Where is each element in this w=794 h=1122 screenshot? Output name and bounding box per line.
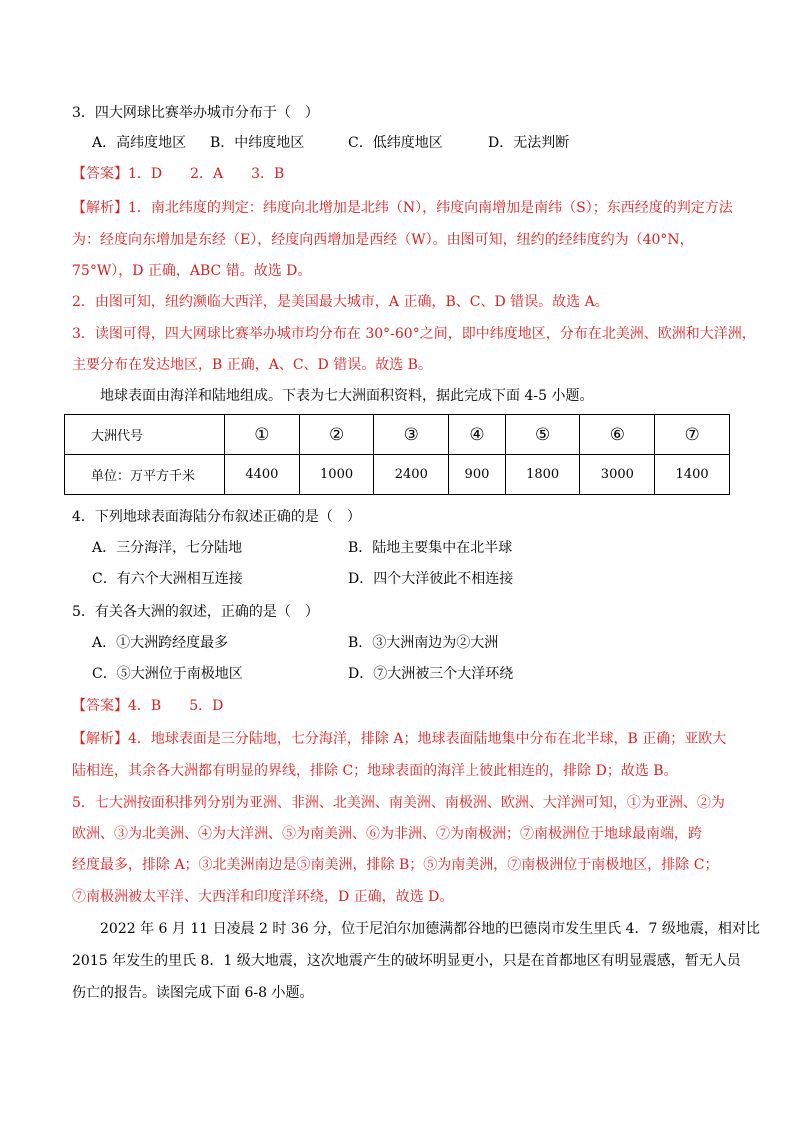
value-cell: 1000	[299, 455, 374, 495]
code-cell: ⑤	[505, 415, 580, 455]
value-cell: 1800	[505, 455, 580, 495]
row-label-units: 单位：万平方千米	[65, 455, 225, 495]
q3-stem: 3．四大网球比赛举办城市分布于（ ）	[72, 105, 319, 121]
q4-option-c: C．有六个大洲相互连接	[92, 571, 243, 587]
analysis2-line5: 经度最多，排除 A；③北美洲南边是⑤南美洲，排除 B；⑤为南美洲，⑦南极洲位于南极地区，排除 C；	[72, 857, 719, 873]
q3-option-b: B．中纬度地区	[210, 135, 305, 151]
q3-option-a: A．高纬度地区	[92, 135, 187, 151]
q4-stem: 4．下列地球表面海陆分布叙述正确的是（ ）	[72, 509, 361, 525]
q4-option-d: D．四个大洋彼此不相连接	[348, 571, 514, 587]
continent-area-table	[64, 414, 730, 495]
code-cell: ⑦	[655, 415, 730, 455]
value-cell: 4400	[225, 455, 300, 495]
q5-option-c: C．⑤大洲位于南极地区	[92, 666, 243, 682]
q4-option-b: B．陆地主要集中在北半球	[348, 540, 513, 556]
q5-option-b: B．③大洲南边为②大洲	[348, 635, 499, 651]
value-cell: 900	[449, 455, 506, 495]
code-cell: ①	[225, 415, 300, 455]
analysis2-line6: ⑦南极洲被太平洋、大西洋和印度洋环绕，D 正确，故选 D。	[72, 889, 454, 905]
intro-q6-8-line3: 伤亡的报告。读图完成下面 6-8 小题。	[72, 985, 314, 1001]
value-cell: 2400	[374, 455, 449, 495]
intro-q6-8-line1: 2022 年 6 月 11 日凌晨 2 时 36 分，位于尼泊尔加德满都谷地的巴德岗市发生里氏 4．7 级地震，相对比	[100, 921, 760, 937]
intro-q4-5: 地球表面由海洋和陆地组成。下表为七大洲面积资料，据此完成下面 4-5 小题。	[100, 388, 594, 404]
analysis1-line1: 【解析】1．南北纬度的判定：纬度向北增加是北纬（N），纬度向南增加是南纬（S）；东西经度的判定方法	[72, 200, 733, 216]
value-cell: 1400	[655, 455, 730, 495]
analysis2-line2: 陆相连，其余各大洲都有明显的界线，排除 C；地球表面的海洋上彼此相连的，排除 D；故选 B。	[72, 763, 678, 779]
code-cell: ⑥	[580, 415, 655, 455]
analysis2-line4: 欧洲、③为北美洲、④为大洋洲、⑤为南美洲、⑥为非洲、⑦为南极洲；⑦南极洲位于地球最南端，跨	[72, 826, 702, 842]
q4-option-a: A．三分海洋，七分陆地	[92, 540, 243, 556]
code-cell: ②	[299, 415, 374, 455]
answer-4-5: 【答案】4．B 5．D	[72, 698, 224, 714]
analysis1-line3: 75°W），D 正确，ABC 错。故选 D。	[72, 263, 312, 279]
analysis2-line3: 5．七大洲按面积排列分别为亚洲、非洲、北美洲、南美洲、南极洲、欧洲、大洋洲可知，①为亚洲、②为	[72, 795, 725, 811]
q3-option-c: C．低纬度地区	[348, 135, 443, 151]
table-row-codes	[65, 415, 730, 455]
intro-q6-8-line2: 2015 年发生的里氏 8．1 级大地震，这次地震产生的破坏明显更小，只是在首都地区有明显震感，暂无人员	[72, 953, 741, 969]
q5-stem: 5．有关各大洲的叙述，正确的是（ ）	[72, 604, 319, 620]
code-cell: ④	[449, 415, 506, 455]
q5-option-a: A．①大洲跨经度最多	[92, 635, 229, 651]
table-row-values	[65, 455, 730, 495]
q5-option-d: D．⑦大洲被三个大洋环绕	[348, 666, 514, 682]
row-label-codes: 大洲代号	[65, 415, 225, 455]
value-cell: 3000	[580, 455, 655, 495]
analysis1-line2: 为：经度向东增加是东经（E），经度向西增加是西经（W）。由图可知，纽约的经纬度约为（40°N，	[72, 232, 694, 248]
analysis2-line1: 【解析】4．地球表面是三分陆地，七分海洋，排除 A；地球表面陆地集中分布在北半球，B 正确；亚欧大	[72, 731, 727, 747]
analysis1-line4: 2．由图可知，纽约濒临大西洋，是美国最大城市，A 正确，B、C、D 错误。故选 A。	[72, 294, 609, 310]
q3-option-d: D．无法判断	[488, 135, 570, 151]
answer-1-3: 【答案】1．D 2．A 3．B	[72, 166, 285, 182]
analysis1-line6: 主要分布在发达地区，B 正确，A、C、D 错误。故选 B。	[72, 357, 432, 373]
analysis1-line5: 3．读图可得，四大网球比赛举办城市均分布在 30°-60°之间，即中纬度地区，分布在北美洲、欧洲和大洋洲，	[72, 326, 756, 342]
code-cell: ③	[374, 415, 449, 455]
